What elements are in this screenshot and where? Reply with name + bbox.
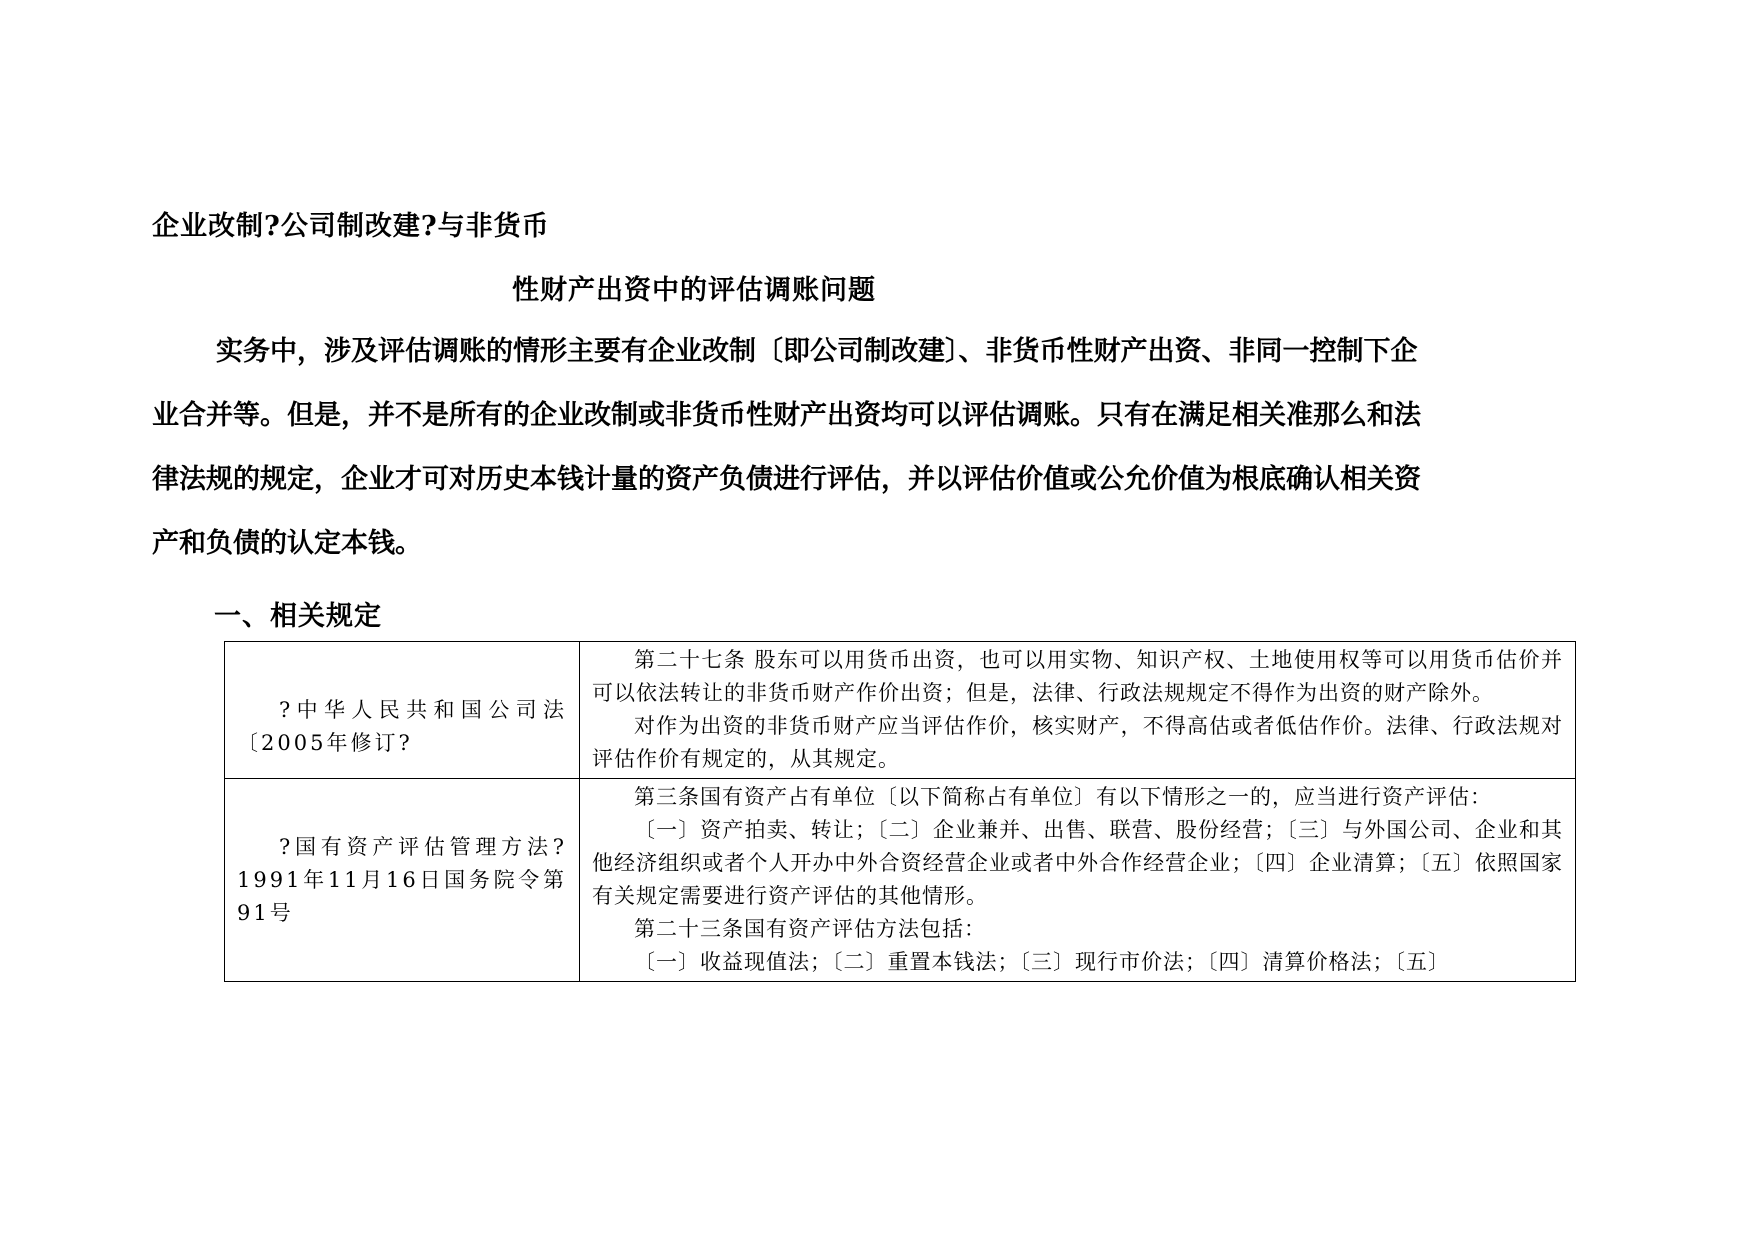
clause-text: 第三条国有资产占有单位〔以下简称占有单位〕有以下情形之一的，应当进行资产评估： xyxy=(634,785,1492,809)
intro-line: 产和负债的认定本钱。 xyxy=(152,528,422,559)
law-name-cell xyxy=(225,779,580,982)
intro-line: 实务中，涉及评估调账的情形主要有企业改制〔即公司制改建〕、非货币性财产出资、非同一控制下企 xyxy=(216,336,1418,367)
clause-text: 〔一〕资产拍卖、转让；〔二〕企业兼并、出售、联营、股份经营；〔三〕与外国公司、企业和其他经济组织或者个人开办中外合资经营企业或者中外合作经营企业；〔四〕企业清算；〔五〕依照国家有关规定需要进行资产评估的其他情形。 xyxy=(592,818,1563,908)
law-name-cell xyxy=(225,642,580,779)
document-title-line-2: 性财产出资中的评估调账问题 xyxy=(512,275,876,306)
document-title-line-1: 企业改制?公司制改建?与非货币 xyxy=(152,211,550,242)
section-heading: 一、相关规定 xyxy=(214,601,382,632)
clause-text: 第二十三条国有资产评估方法包括： xyxy=(634,917,986,941)
intro-line: 律法规的规定，企业才可对历史本钱计量的资产负债进行评估，并以评估价值或公允价值为根底确认相关资 xyxy=(152,464,1421,495)
intro-line: 业合并等。但是，并不是所有的企业改制或非货币性财产出资均可以评估调账。只有在满足相关准那么和法 xyxy=(152,400,1421,431)
law-name: ?国有资产评估管理方法?1991年11月16日国务院令第91号 xyxy=(237,834,567,925)
table-row xyxy=(225,642,1576,779)
law-clauses-cell xyxy=(580,779,1576,982)
law-name: ?中华人民共和国公司法〔2005年修订? xyxy=(237,698,567,755)
intro-paragraph xyxy=(152,320,1614,576)
regulations-table xyxy=(224,641,1576,982)
law-clauses-cell xyxy=(580,642,1576,779)
clause-text: 〔一〕收益现值法；〔二〕重置本钱法；〔三〕现行市价法；〔四〕清算价格法；〔五〕 xyxy=(634,950,1450,974)
table-row xyxy=(225,779,1576,982)
clause-text: 第二十七条 股东可以用货币出资，也可以用实物、知识产权、土地使用权等可以用货币估价并可以依法转让的非货币财产作价出资；但是，法律、行政法规规定不得作为出资的财产除外。 xyxy=(592,648,1563,705)
clause-text: 对作为出资的非货币财产应当评估作价，核实财产，不得高估或者低估作价。法律、行政法规对评估作价有规定的，从其规定。 xyxy=(592,714,1563,771)
